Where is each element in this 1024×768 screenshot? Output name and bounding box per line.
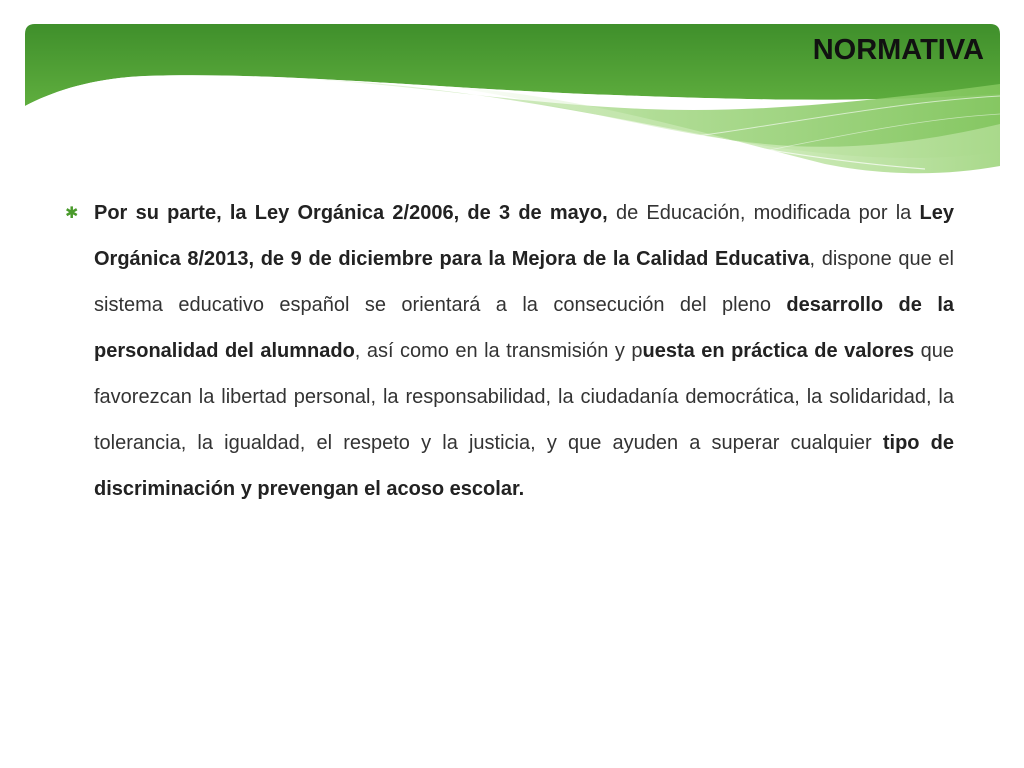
paragraph-run: , así como en la transmisión y p (354, 340, 643, 362)
paragraph-run: , dispone que el sistema educativo español se orientará a la consecución del pleno (94, 248, 954, 316)
asterisk-bullet-icon: ✱ (65, 203, 79, 222)
paragraph-bold-run: uesta en práctica de valores (642, 340, 915, 362)
paragraph-bold-run: Ley Orgánica 8/2013, de 9 de diciembre para la Mejora de la Calidad Educativa (94, 202, 954, 270)
paragraph-run: que favorezcan la libertad personal, la responsabilidad, la ciudadanía democrática, la solidaridad, la tolerancia, la igualdad, el respeto y la justicia, y que ayuden a superar cualquier (94, 340, 954, 454)
content-area (64, 190, 954, 512)
paragraph-bold-run: Por su parte, la Ley Orgánica 2/2006, de 3 de mayo, (94, 202, 608, 224)
paragraph-run: de Educación, modificada por la (607, 202, 920, 224)
bullet-paragraph (94, 190, 954, 512)
slide-title: NORMATIVA (812, 34, 984, 66)
bullet-item (64, 190, 954, 512)
paragraph-bold-run: desarrollo de la personalidad del alumnado (94, 294, 954, 362)
paragraph-bold-run: tipo de discriminación y prevengan el acoso escolar. (94, 432, 955, 500)
